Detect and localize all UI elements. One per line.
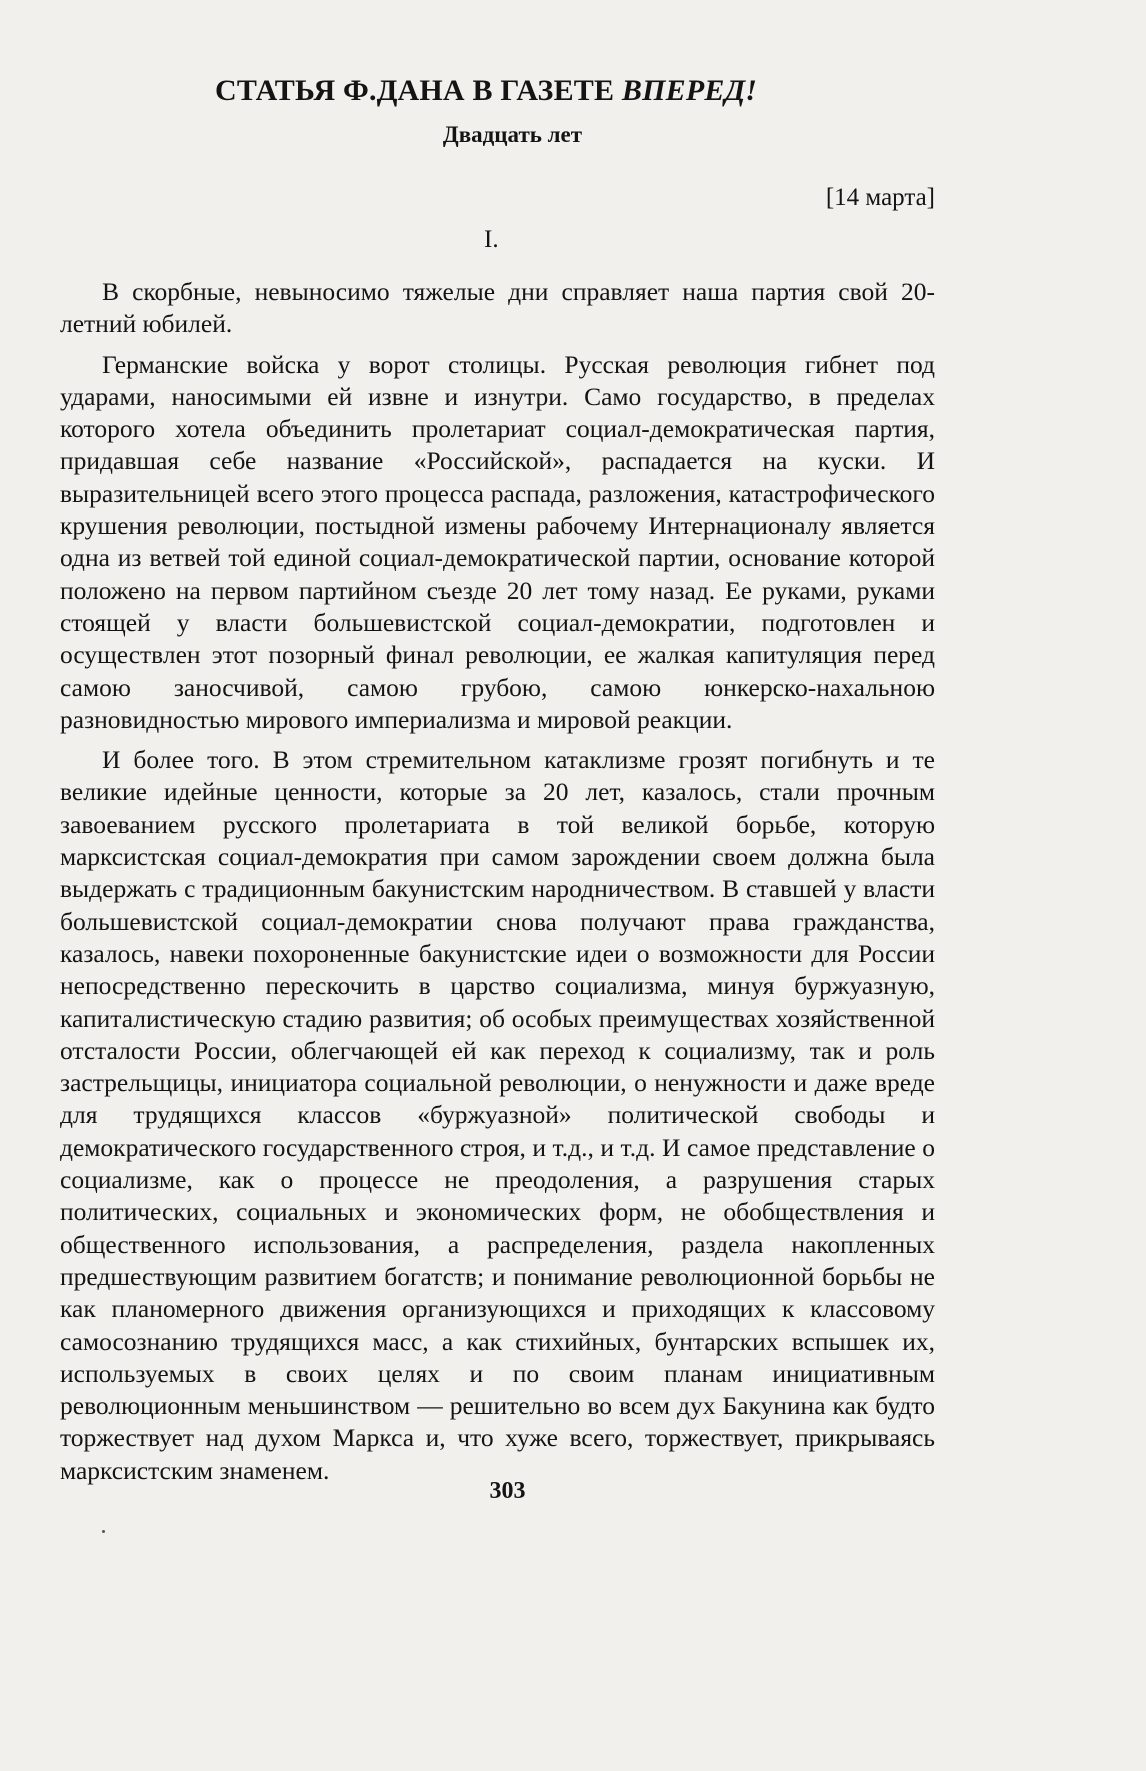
print-speck — [102, 1530, 105, 1533]
page-number: 303 — [489, 1478, 526, 1504]
article-subtitle: Двадцать лет — [442, 122, 583, 147]
section-number: I. — [484, 226, 499, 253]
article-body — [60, 276, 935, 1495]
paragraph: И более того. В этом стремительном катаклизме грозят погибнуть и те великие идейные ценности, которые за 20 лет, казалось, стали прочным завоеванием русского пролетариата в той великой борьбе, которую марксистская социал-демократия при самом зарождении своем должна была выдержать с традиционным бакунистским народничеством. В ставшей у власти большевистской социал-демократии снова получают права гражданства, казалось, навеки похороненные бакунистские идеи о возможности для России непосредственно перескочить в царство социализма, минуя буржуазную, капиталистическую стадию развития; об особых преимуществах хозяйственной отсталости России, облегчающей ей как переход к социализму, так и роль застрельщицы, инициатора социальной революции, о ненужности и даже вреде для трудящихся классов «буржуазной» политической свободы и демократического государственного строя, и т.д., и т.д. И самое представление о социализме, как о процессе не преодоления, а разрушения старых политических, социальных и экономических форм, не обобществления и общественного использования, а распределения, раздела накопленных предшествующим развитием богатств; и понимание революционной борьбы не как планомерного движения организующихся и приходящих к классовому самосознанию трудящихся масс, а как стихийных, бунтарских вспышек их, используемых в своих целях и по своим планам инициативным революционным меньшинством — решительно во всем дух Бакунина как будто торжествует над духом Маркса и, что хуже всего, торжествует, прикрываясь марксистским знаменем. — [60, 745, 935, 1485]
article-title — [215, 74, 757, 108]
article-title-main: СТАТЬЯ Ф.ДАНА В ГАЗЕТЕ — [215, 74, 622, 107]
article-date: [14 марта] — [825, 184, 935, 211]
newspaper-name: ВПЕРЕД! — [621, 74, 758, 107]
paragraph: В скорбные, невыносимо тяжелые дни справляет наша партия свой 20-летний юбилей. — [60, 277, 935, 339]
paragraph: Германские войска у ворот столицы. Русская революция гибнет под ударами, наносимыми ей извне и изнутри. Само государство, в пределах которого хотела объединить пролетариат социал-демократическая партия, придавшая себе название «Российской», распадается на куски. И выразительницей всего этого процесса распада, разложения, катастрофического крушения революции, постыдной измены рабочему Интернационалу является одна из ветвей той единой социал-демократической партии, основание которой положено на первом партийном съезде 20 лет тому назад. Ее руками, руками стоящей у власти большевистской социал-демократии, подготовлен и осуществлен этот позорный финал революции, ее жалкая капитуляция перед самою заносчивой, самою грубою, самою юнкерско-нахальною разновидностью мирового империализма и мировой реакции. — [60, 349, 935, 734]
